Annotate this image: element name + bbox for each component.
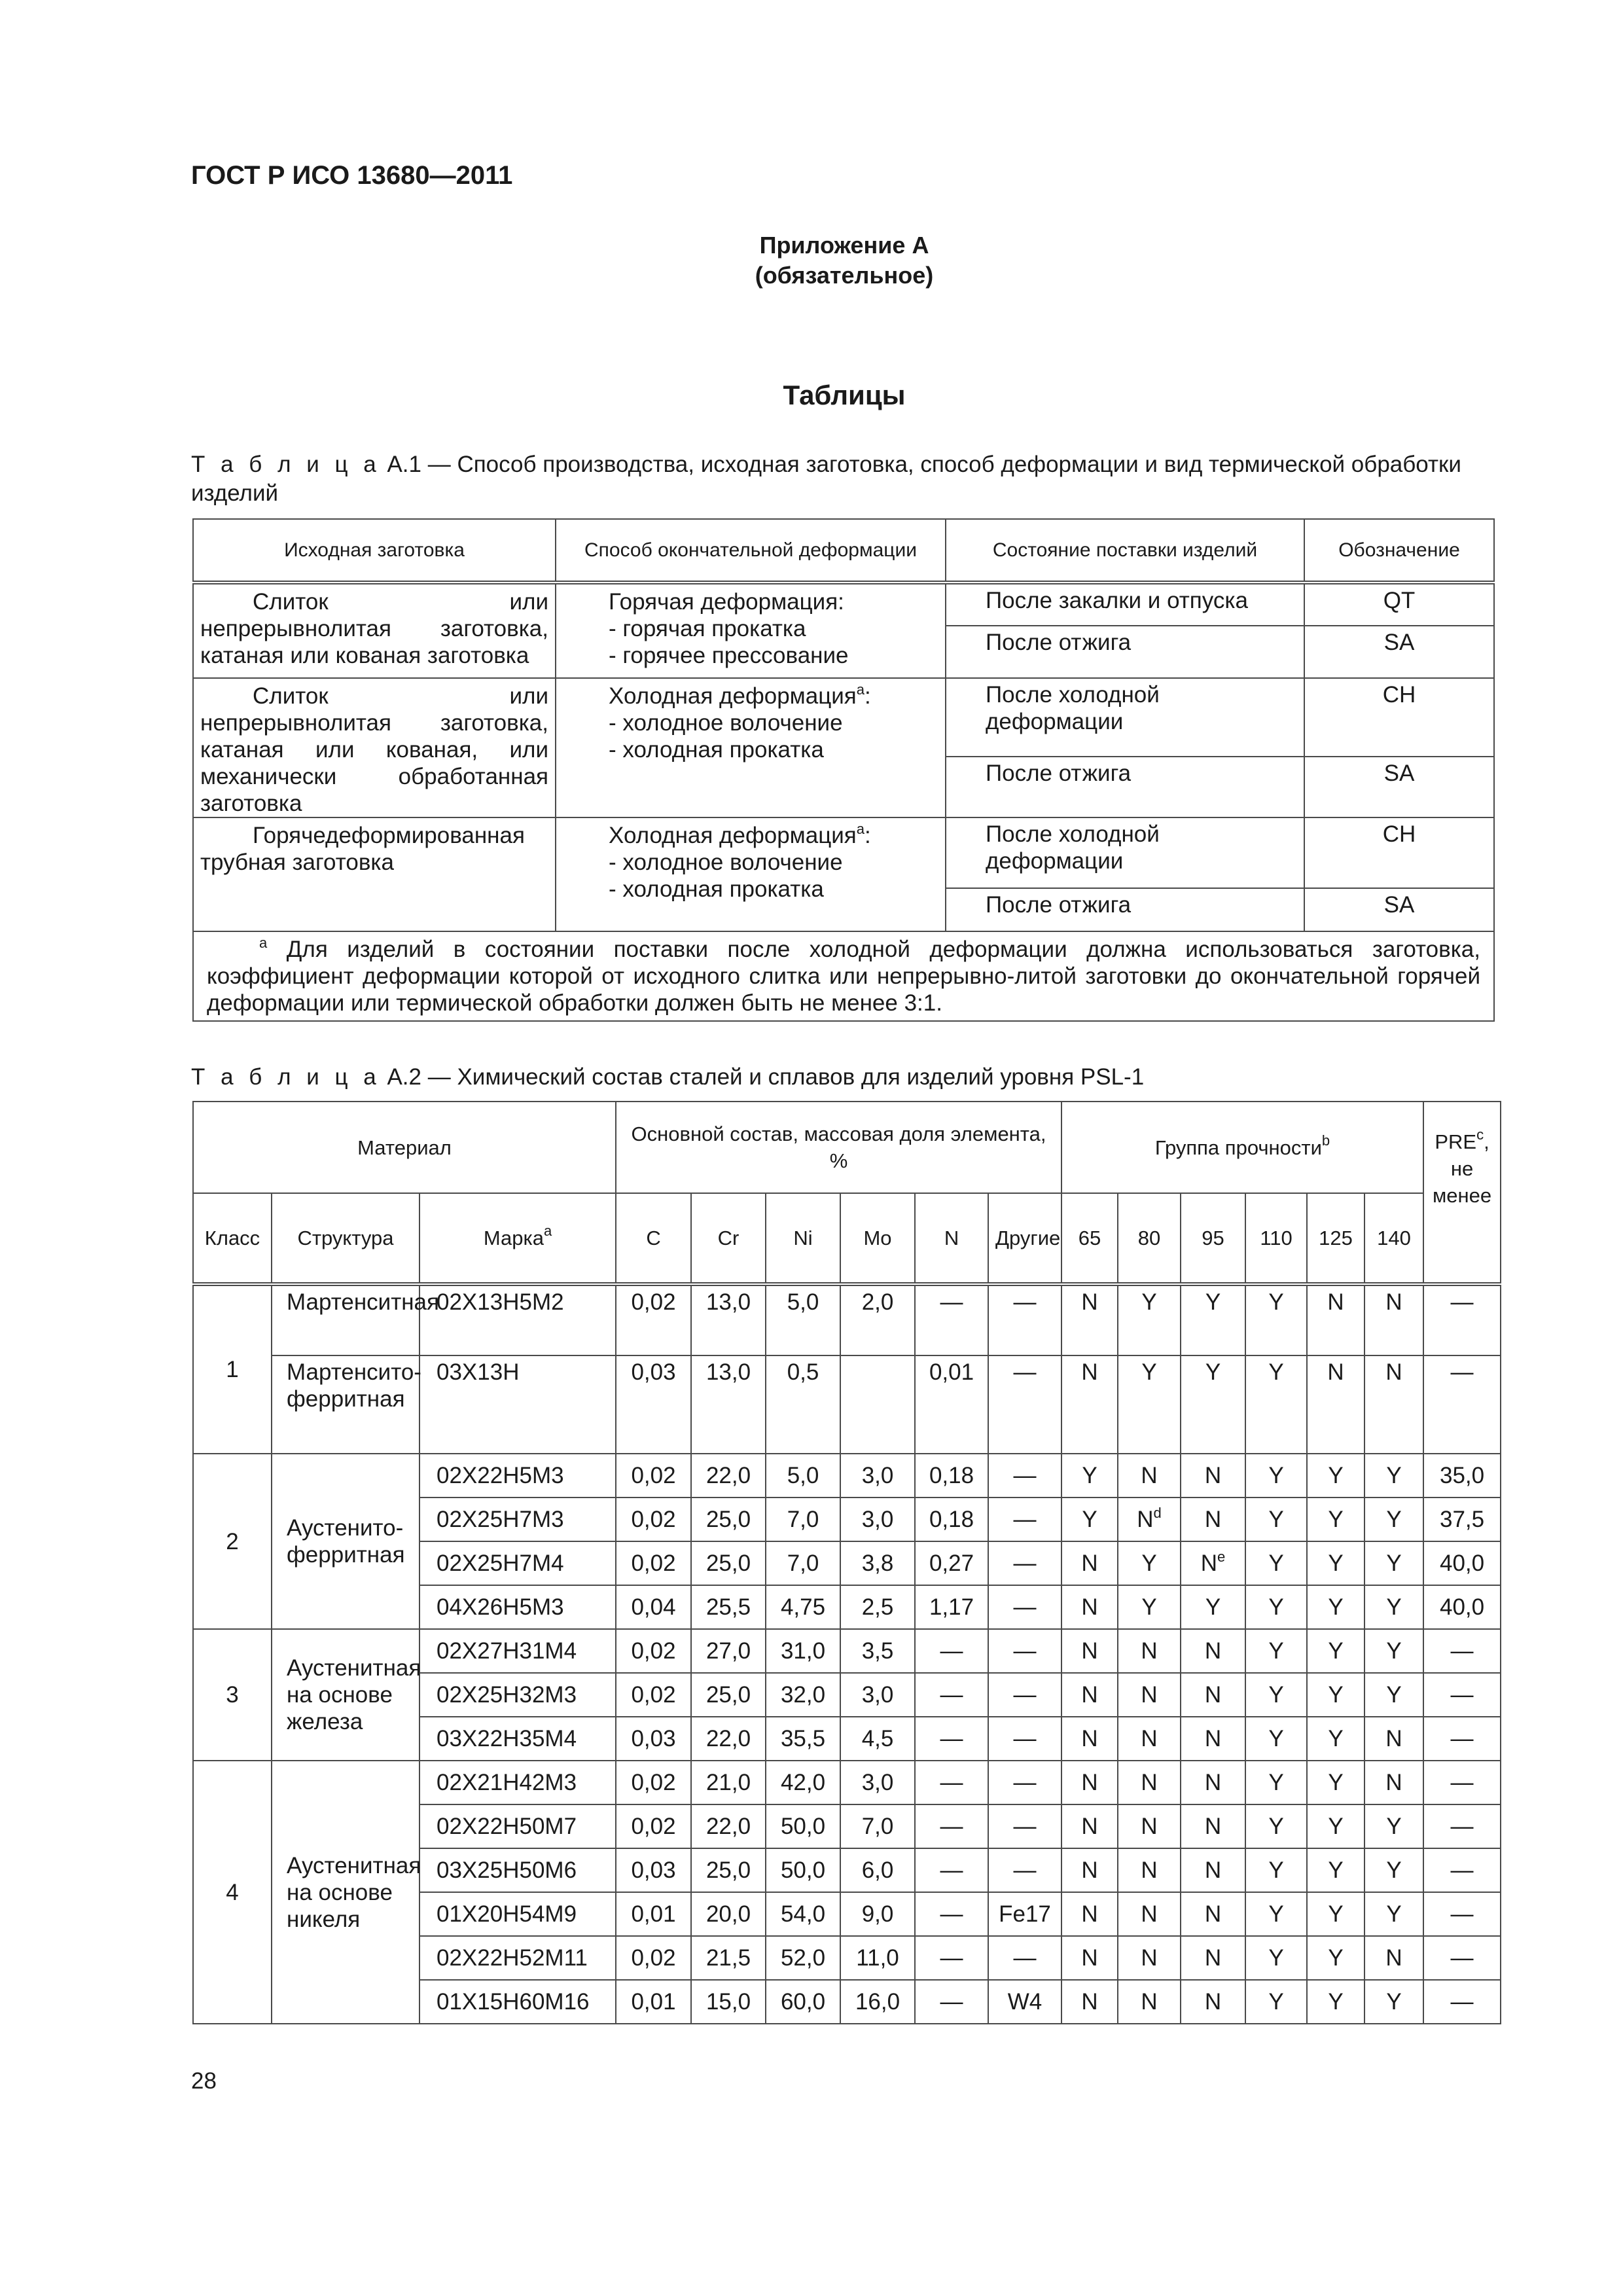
- grade-cell: 02Х21Н42М3: [419, 1761, 616, 1804]
- strength-value: Y: [1364, 1980, 1423, 2024]
- element-value: 0,03: [616, 1717, 691, 1761]
- class-cell: 4: [193, 1761, 272, 2024]
- element-value: —: [915, 1629, 988, 1673]
- element-value: 9,0: [840, 1892, 915, 1936]
- element-value: 0,01: [616, 1980, 691, 2024]
- element-value: —: [915, 1284, 988, 1355]
- table-row: [193, 1284, 1501, 1355]
- table-a1-header-condition: Состояние поставки изделий: [946, 519, 1304, 583]
- strength-value: N: [1118, 1629, 1181, 1673]
- element-value: 0,02: [616, 1454, 691, 1498]
- strength-value: Y: [1061, 1454, 1118, 1498]
- strength-level-header: 125: [1307, 1193, 1364, 1284]
- strength-value: N: [1364, 1284, 1423, 1355]
- strength-value: N: [1118, 1673, 1181, 1717]
- strength-value: N: [1061, 1761, 1118, 1804]
- grade-cell: 04Х26Н5М3: [419, 1585, 616, 1629]
- pre-header: PRE$^c$, не менее: [1423, 1102, 1501, 1284]
- condition-cell: После холодной деформации: [946, 817, 1304, 888]
- element-value: —: [988, 1673, 1061, 1717]
- pre-value: —: [1423, 1629, 1501, 1673]
- element-value: 3,5: [840, 1629, 915, 1673]
- structure-cell: Мартенсито-ферритная: [272, 1355, 419, 1454]
- pre-value: —: [1423, 1355, 1501, 1454]
- designation-cell: CH: [1304, 678, 1494, 757]
- designation-cell: QT: [1304, 583, 1494, 626]
- pre-value: —: [1423, 1848, 1501, 1892]
- element-value: 0,18: [915, 1498, 988, 1541]
- element-value: 25,5: [691, 1585, 766, 1629]
- element-value: 21,0: [691, 1761, 766, 1804]
- pre-value: —: [1423, 1761, 1501, 1804]
- strength-value: Y: [1307, 1848, 1364, 1892]
- strength-value: N: [1061, 1848, 1118, 1892]
- element-value: —: [988, 1454, 1061, 1498]
- element-value: —: [988, 1936, 1061, 1980]
- table-row: [193, 583, 1494, 626]
- strength-value: N: [1307, 1284, 1364, 1355]
- element-value: 60,0: [766, 1980, 840, 2024]
- strength-level-header: 65: [1061, 1193, 1118, 1284]
- element-value: 7,0: [840, 1804, 915, 1848]
- condition-cell: После холодной деформации: [946, 678, 1304, 757]
- element-value: 0,27: [915, 1541, 988, 1585]
- element-value: 3,0: [840, 1761, 915, 1804]
- condition-cell: После закалки и отпуска: [946, 583, 1304, 626]
- element-value: 21,5: [691, 1936, 766, 1980]
- table-a2-caption: [191, 1063, 1493, 1092]
- strength-value: N: [1061, 1804, 1118, 1848]
- strength-value: Y: [1181, 1284, 1245, 1355]
- element-value: 0,02: [616, 1673, 691, 1717]
- grade-cell: 02Х25Н7М3: [419, 1498, 616, 1541]
- pre-value: 37,5: [1423, 1498, 1501, 1541]
- element-value: —: [988, 1498, 1061, 1541]
- element-value: 4,75: [766, 1585, 840, 1629]
- strength-value: N: [1181, 1454, 1245, 1498]
- table-a1-caption-label: Т а б л и ц а: [191, 452, 381, 477]
- strength-value: N: [1118, 1848, 1181, 1892]
- element-value: 50,0: [766, 1804, 840, 1848]
- element-value: 3,0: [840, 1498, 915, 1541]
- element-value: 7,0: [766, 1541, 840, 1585]
- grade-cell: 02Х25Н32М3: [419, 1673, 616, 1717]
- element-value: 2,5: [840, 1585, 915, 1629]
- strength-value: Y: [1364, 1629, 1423, 1673]
- strength-value: N: [1364, 1936, 1423, 1980]
- strength-value: N: [1061, 1717, 1118, 1761]
- grade-cell: 03Х25Н50М6: [419, 1848, 616, 1892]
- strength-value: Y: [1118, 1284, 1181, 1355]
- element-value: W4: [988, 1980, 1061, 2024]
- element-value: 0,02: [616, 1761, 691, 1804]
- strength-value: Y: [1245, 1629, 1307, 1673]
- strength-value: N: [1364, 1355, 1423, 1454]
- element-value: 0,01: [616, 1892, 691, 1936]
- element-value: —: [988, 1761, 1061, 1804]
- table-a2-caption-label: Т а б л и ц а: [191, 1064, 381, 1090]
- blank-cell: Слиток или непрерывнолитая заготовка, катаная или кованая заготовка: [193, 583, 556, 678]
- strength-value: Y: [1307, 1629, 1364, 1673]
- element-value: —: [988, 1541, 1061, 1585]
- element-value: 25,0: [691, 1498, 766, 1541]
- table-a2-header-row: [193, 1102, 1501, 1193]
- pre-value: —: [1423, 1673, 1501, 1717]
- element-value: 0,04: [616, 1585, 691, 1629]
- strength-value: Y: [1364, 1848, 1423, 1892]
- strength-value: Y: [1307, 1717, 1364, 1761]
- table-row: [193, 678, 1494, 757]
- element-value: —: [915, 1761, 988, 1804]
- designation-cell: SA: [1304, 626, 1494, 678]
- table-a1: [192, 518, 1495, 1022]
- blank-cell: Горячедеформированная трубная заготовка: [193, 817, 556, 931]
- strength-value: N: [1181, 1673, 1245, 1717]
- element-value: 54,0: [766, 1892, 840, 1936]
- element-value: —: [988, 1629, 1061, 1673]
- element-header: Mo: [840, 1193, 915, 1284]
- condition-cell: После отжига: [946, 757, 1304, 817]
- strength-value: Y: [1307, 1892, 1364, 1936]
- strength-value: N: [1061, 1892, 1118, 1936]
- element-value: —: [915, 1892, 988, 1936]
- element-value: 11,0: [840, 1936, 915, 1980]
- element-value: 2,0: [840, 1284, 915, 1355]
- strength-value: N: [1061, 1355, 1118, 1454]
- strength-value: Y: [1245, 1717, 1307, 1761]
- strength-value: $N^e$: [1181, 1541, 1245, 1585]
- strength-value: N: [1061, 1673, 1118, 1717]
- method-cell: Горячая деформация: - горячая прокатка - горячее прессование: [556, 583, 946, 678]
- class-header: Класс: [193, 1193, 272, 1284]
- strength-value: Y: [1364, 1892, 1423, 1936]
- strength-value: N: [1118, 1980, 1181, 2024]
- element-value: 32,0: [766, 1673, 840, 1717]
- element-value: —: [915, 1936, 988, 1980]
- annex-label: Приложение А: [759, 232, 929, 259]
- strength-value: N: [1061, 1936, 1118, 1980]
- grade-cell: 01Х15Н60М16: [419, 1980, 616, 2024]
- pre-value: 40,0: [1423, 1541, 1501, 1585]
- structure-cell: Аустенитная на основе никеля: [272, 1761, 419, 2024]
- strength-value: Y: [1118, 1355, 1181, 1454]
- strength-value: Y: [1245, 1454, 1307, 1498]
- pre-value: 35,0: [1423, 1454, 1501, 1498]
- element-value: —: [915, 1673, 988, 1717]
- composition-header: Основной состав, массовая доля элемента, %: [616, 1102, 1061, 1193]
- strength-value: Y: [1307, 1541, 1364, 1585]
- designation-cell: SA: [1304, 757, 1494, 817]
- strength-value: N: [1181, 1892, 1245, 1936]
- element-value: 0,02: [616, 1284, 691, 1355]
- pre-value: —: [1423, 1717, 1501, 1761]
- condition-cell: После отжига: [946, 888, 1304, 931]
- strength-value: N: [1181, 1717, 1245, 1761]
- pre-value: —: [1423, 1980, 1501, 2024]
- table-a2-body: [193, 1284, 1501, 2024]
- strength-value: Y: [1364, 1541, 1423, 1585]
- element-value: 0,5: [766, 1355, 840, 1454]
- element-value: 42,0: [766, 1761, 840, 1804]
- element-value: —: [988, 1355, 1061, 1454]
- element-value: 0,02: [616, 1936, 691, 1980]
- element-value: 22,0: [691, 1454, 766, 1498]
- grade-cell: 02Х22Н52М11: [419, 1936, 616, 1980]
- strength-value: N: [1118, 1717, 1181, 1761]
- document-header: ГОСТ Р ИСО 13680—2011: [191, 161, 513, 190]
- element-value: 1,17: [915, 1585, 988, 1629]
- page-number: 28: [191, 2068, 217, 2094]
- strength-value: N: [1364, 1717, 1423, 1761]
- method-cell: Холодная деформация$^а$: - холодное волочение - холодная прокатка: [556, 817, 946, 931]
- pre-value: —: [1423, 1892, 1501, 1936]
- grade-cell: 01Х20Н54М9: [419, 1892, 616, 1936]
- table-a1-header-row: [193, 519, 1494, 583]
- table-a1-footnote-row: [193, 931, 1494, 1021]
- element-value: 25,0: [691, 1673, 766, 1717]
- element-value: 0,02: [616, 1804, 691, 1848]
- table-a1-caption-text: А.1 — Способ производства, исходная заготовка, способ деформации и вид термической обработки изделий: [191, 452, 1461, 506]
- element-value: 0,03: [616, 1355, 691, 1454]
- element-header: Cr: [691, 1193, 766, 1284]
- element-value: [840, 1355, 915, 1454]
- element-value: —: [915, 1848, 988, 1892]
- element-value: 5,0: [766, 1454, 840, 1498]
- pre-value: —: [1423, 1284, 1501, 1355]
- table-a2-subheader-row: [193, 1193, 1501, 1284]
- strength-value: N: [1118, 1804, 1181, 1848]
- strength-value: Y: [1181, 1585, 1245, 1629]
- element-value: —: [988, 1804, 1061, 1848]
- element-value: 31,0: [766, 1629, 840, 1673]
- table-row: [193, 1454, 1501, 1498]
- element-value: 20,0: [691, 1892, 766, 1936]
- strength-value: N: [1181, 1761, 1245, 1804]
- element-value: 25,0: [691, 1848, 766, 1892]
- structure-header: Структура: [272, 1193, 419, 1284]
- class-cell: 2: [193, 1454, 272, 1629]
- element-value: 13,0: [691, 1355, 766, 1454]
- strength-value: N: [1364, 1761, 1423, 1804]
- element-value: 7,0: [766, 1498, 840, 1541]
- strength-value: Y: [1245, 1892, 1307, 1936]
- element-value: 22,0: [691, 1804, 766, 1848]
- table-row: [193, 1355, 1501, 1454]
- table-a1-footnote: $^а$ Для изделий в состоянии поставки после холодной деформации должна использоваться заготовка, коэффициент деформации которой от исходного слитка или непрерывно-литой заготовки до окончательной горячей деформации или термической обработки должен быть не менее 3:1.: [193, 931, 1494, 1021]
- element-value: —: [988, 1717, 1061, 1761]
- strength-value: Y: [1364, 1673, 1423, 1717]
- element-value: 6,0: [840, 1848, 915, 1892]
- table-a2-caption-text: А.2 — Химический состав сталей и сплавов для изделий уровня PSL-1: [380, 1064, 1145, 1090]
- pre-value: —: [1423, 1804, 1501, 1848]
- strength-value: Y: [1307, 1585, 1364, 1629]
- section-title: Таблицы: [783, 380, 906, 410]
- strength-level-header: 80: [1118, 1193, 1181, 1284]
- element-value: —: [915, 1717, 988, 1761]
- element-value: 3,0: [840, 1454, 915, 1498]
- strength-value: N: [1118, 1936, 1181, 1980]
- table-row: [193, 1761, 1501, 1804]
- strength-value: N: [1061, 1585, 1118, 1629]
- table-row: [193, 817, 1494, 888]
- strength-value: N: [1181, 1848, 1245, 1892]
- grade-cell: 02Х25Н7М4: [419, 1541, 616, 1585]
- strength-level-header: 95: [1181, 1193, 1245, 1284]
- strength-level-header: 110: [1245, 1193, 1307, 1284]
- strength-value: Y: [1245, 1848, 1307, 1892]
- strength-value: Y: [1245, 1804, 1307, 1848]
- element-value: 0,03: [616, 1848, 691, 1892]
- strength-value: Y: [1181, 1355, 1245, 1454]
- strength-value: N: [1118, 1454, 1181, 1498]
- annex-title: [0, 230, 1623, 291]
- strength-value: Y: [1118, 1541, 1181, 1585]
- element-header: N: [915, 1193, 988, 1284]
- strength-value: Y: [1307, 1673, 1364, 1717]
- strength-value: N: [1181, 1498, 1245, 1541]
- structure-cell: Аустенитная на основе железа: [272, 1629, 419, 1761]
- material-header: Материал: [193, 1102, 616, 1193]
- strength-value: Y: [1364, 1498, 1423, 1541]
- strength-value: Y: [1245, 1761, 1307, 1804]
- strength-value: Y: [1307, 1454, 1364, 1498]
- strength-value: N: [1061, 1284, 1118, 1355]
- strength-value: N: [1061, 1629, 1118, 1673]
- strength-value: Y: [1307, 1761, 1364, 1804]
- element-header: C: [616, 1193, 691, 1284]
- element-value: 0,02: [616, 1498, 691, 1541]
- strength-value: N: [1118, 1761, 1181, 1804]
- element-value: 5,0: [766, 1284, 840, 1355]
- strength-value: Y: [1061, 1498, 1118, 1541]
- strength-value: Y: [1364, 1804, 1423, 1848]
- element-value: 50,0: [766, 1848, 840, 1892]
- strength-value: N: [1181, 1629, 1245, 1673]
- strength-value: Y: [1118, 1585, 1181, 1629]
- strength-value: Y: [1307, 1804, 1364, 1848]
- strength-value: Y: [1245, 1355, 1307, 1454]
- strength-value: $N^d$: [1118, 1498, 1181, 1541]
- strength-value: Y: [1245, 1980, 1307, 2024]
- strength-value: Y: [1364, 1454, 1423, 1498]
- element-value: —: [988, 1585, 1061, 1629]
- grade-cell: 02Х13Н5М2: [419, 1284, 616, 1355]
- strength-value: Y: [1245, 1541, 1307, 1585]
- structure-cell: Мартенситная: [272, 1284, 419, 1355]
- strength-value: N: [1061, 1541, 1118, 1585]
- strength-value: N: [1181, 1980, 1245, 2024]
- element-value: 0,01: [915, 1355, 988, 1454]
- element-value: —: [915, 1980, 988, 2024]
- element-header: Ni: [766, 1193, 840, 1284]
- class-cell: 3: [193, 1629, 272, 1761]
- element-value: 22,0: [691, 1717, 766, 1761]
- grade-cell: 02Х22Н50М7: [419, 1804, 616, 1848]
- element-value: 35,5: [766, 1717, 840, 1761]
- pre-value: 40,0: [1423, 1585, 1501, 1629]
- strength-value: Y: [1364, 1585, 1423, 1629]
- element-value: 27,0: [691, 1629, 766, 1673]
- element-value: 3,8: [840, 1541, 915, 1585]
- table-a1-header-designation: Обозначение: [1304, 519, 1494, 583]
- designation-cell: SA: [1304, 888, 1494, 931]
- element-value: 13,0: [691, 1284, 766, 1355]
- table-a1-caption: [191, 450, 1493, 508]
- element-value: Fe17: [988, 1892, 1061, 1936]
- grade-cell: 03Х22Н35М4: [419, 1717, 616, 1761]
- grade-cell: 02Х27Н31М4: [419, 1629, 616, 1673]
- strength-value: N: [1181, 1936, 1245, 1980]
- strength-value: Y: [1245, 1585, 1307, 1629]
- table-row: [193, 1629, 1501, 1673]
- class-cell: 1: [193, 1284, 272, 1454]
- strength-value: N: [1181, 1804, 1245, 1848]
- strength-value: N: [1307, 1355, 1364, 1454]
- element-value: 52,0: [766, 1936, 840, 1980]
- element-value: 4,5: [840, 1717, 915, 1761]
- grade-header: Марка$^а$: [419, 1193, 616, 1284]
- structure-cell: Аустенито-ферритная: [272, 1454, 419, 1629]
- element-header: Другие: [988, 1193, 1061, 1284]
- designation-cell: CH: [1304, 817, 1494, 888]
- strength-value: Y: [1307, 1980, 1364, 2024]
- strength-value: Y: [1307, 1498, 1364, 1541]
- strength-value: Y: [1307, 1936, 1364, 1980]
- strength-value: N: [1061, 1980, 1118, 2024]
- annex-status: (обязательное): [755, 262, 934, 289]
- condition-cell: После отжига: [946, 626, 1304, 678]
- element-value: —: [988, 1284, 1061, 1355]
- element-value: 15,0: [691, 1980, 766, 2024]
- element-value: 25,0: [691, 1541, 766, 1585]
- strength-value: N: [1118, 1892, 1181, 1936]
- strength-level-header: 140: [1364, 1193, 1423, 1284]
- table-a1-header-method: Способ окончательной деформации: [556, 519, 946, 583]
- element-value: 3,0: [840, 1673, 915, 1717]
- grade-cell: 02Х22Н5М3: [419, 1454, 616, 1498]
- strength-value: Y: [1245, 1673, 1307, 1717]
- element-value: 0,02: [616, 1629, 691, 1673]
- table-a2: [192, 1101, 1501, 2024]
- grade-cell: 03Х13Н: [419, 1355, 616, 1454]
- element-value: 0,02: [616, 1541, 691, 1585]
- element-value: —: [915, 1804, 988, 1848]
- strength-value: Y: [1245, 1284, 1307, 1355]
- element-value: —: [988, 1848, 1061, 1892]
- blank-cell: Слиток или непрерывнолитая заготовка, катаная или кованая, или механически обработанная заготовка: [193, 678, 556, 817]
- strength-group-header: Группа прочности$^b$: [1061, 1102, 1423, 1193]
- element-value: 16,0: [840, 1980, 915, 2024]
- table-a1-header-blank: Исходная заготовка: [193, 519, 556, 583]
- element-value: 0,18: [915, 1454, 988, 1498]
- strength-value: Y: [1245, 1936, 1307, 1980]
- strength-value: Y: [1245, 1498, 1307, 1541]
- pre-value: —: [1423, 1936, 1501, 1980]
- method-cell: Холодная деформация$^а$: - холодное волочение - холодная прокатка: [556, 678, 946, 817]
